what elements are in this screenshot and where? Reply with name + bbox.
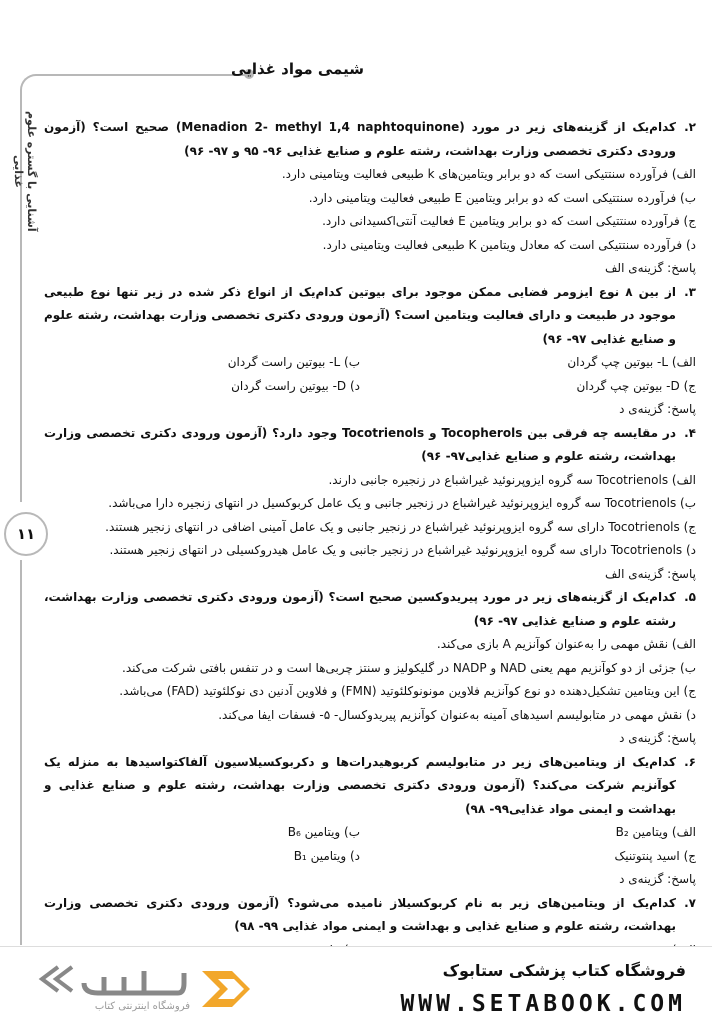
question-block: [44, 422, 696, 587]
answer-option: ب) Tocotrienols سه گروه ایزوپرنوئید غیراشباع در زنجیر جانبی و یک عامل کربوکسیل در انتهای زنجیره دارا می‌باشد.: [108, 496, 696, 510]
answer-key: پاسخ: گزینه‌ی الف: [604, 566, 696, 581]
question-block: [44, 586, 696, 751]
answer-option: ج) Tocotrienols دارای سه گروه ایزوپرنوئید غیراشباع در زنجیر جانبی و یک عامل آمینی اضافی در انتهای زنجیر هستند.: [105, 519, 696, 534]
answer-option: ب) ویتامین B₆: [287, 825, 360, 839]
answer-option: الف) ویتامین B₂: [615, 825, 696, 839]
answer-option-grid: [44, 351, 696, 398]
answer-key: پاسخ: گزینه‌ی د: [619, 872, 696, 886]
answer-option: الف) نقش مهمی را به‌عنوان کوآنزیم A بازی می‌کند.: [436, 637, 696, 651]
question-head: [44, 751, 696, 822]
question-number: ۳.: [684, 284, 696, 299]
answer-option: د) Tocotrienols دارای سه گروه ایزوپرنوئید غیراشباع در زنجیر جانبی و یک عامل هیدروکسیلی در انتهای زنجیر هستند.: [109, 543, 696, 557]
answer-key: پاسخ: گزینه‌ی د: [619, 731, 696, 745]
answer-option: الف) L- بیوتین چپ گردان: [567, 355, 696, 369]
question-head: [44, 116, 696, 163]
setabook-wordmark-icon: [38, 959, 188, 999]
question-block: [44, 281, 696, 422]
footer-banner: [0, 946, 712, 1025]
question-text: کدام‌یک از ویتامین‌های زیر در متابولیسم کربوهیدرات‌ها و دکربوکسیلاسیون آلفاکتواسیدها به منزله یک کوآنزیم شرکت می‌کند؟ (آزمون ورودی دکتری تخصصی وزارت بهداشت، رشته علوم و صنایع غذایی و بهداشت و ایمنی مواد غذایی۹۹- ۹۸): [44, 754, 676, 816]
question-number: ۶.: [684, 754, 696, 769]
answer-key: پاسخ: گزینه‌ی الف: [604, 261, 696, 275]
store-name: فروشگاه کتاب پزشکی ستابوک: [442, 961, 686, 980]
answer-option-grid: [44, 821, 696, 868]
side-running-title: آشنایی با گستره علوم غذایی: [12, 110, 38, 232]
answer-option: ج) این ویتامین تشکیل‌دهنده دو نوع کوآنزیم فلاوین مونونوکلئوتید (FMN) و فلاوین آدنین دی نوکلئوتید (FAD) می‌باشد.: [119, 684, 696, 698]
question-text: در مقایسه چه فرقی بین Tocopherols و Tocotrienols وجود دارد؟ (آزمون ورودی دکتری تخصصی وزارت بهداشت، رشته علوم و صنایع غذایی۹۷- ۹۶): [44, 425, 676, 463]
question-number: ۵.: [684, 590, 696, 604]
answer-option: د) ویتامین B₁: [293, 848, 360, 863]
question-number: ۷.: [684, 895, 696, 910]
question-head: [44, 281, 696, 352]
answer-option: الف) فرآورده سنتتیکی است که دو برابر ویتامین‌های k طبیعی فعالیت ویتامینی دارد.: [281, 167, 696, 181]
setabook-logo-icon: [198, 967, 262, 1011]
answer-option: ج) D- بیوتین چپ گردان: [576, 378, 696, 393]
answer-option: ب) جزئی از دو کوآنزیم مهم یعنی NAD و NADP در گلیکولیز و سنتز چربی‌ها است و در تنفس بافتی شرکت می‌کند.: [122, 660, 696, 675]
answer-option: د) نقش مهمی در متابولیسم اسیدهای آمینه به‌عنوان کوآنزیم پیریدوکسال- ۵- فسفات ایفا می‌کند.: [218, 707, 696, 722]
answer-option: د) فرآورده سنتتیکی است که معادل ویتامین K طبیعی فعالیت ویتامینی دارد.: [322, 237, 696, 252]
answer-option: ج) اسید پنتوتنیک: [614, 848, 696, 863]
question-block: [44, 751, 696, 892]
store-url[interactable]: WWW.SETABOOK.COM: [400, 991, 686, 1017]
question-number: ۴.: [684, 425, 696, 440]
questions-body: [44, 116, 696, 946]
question-head: [44, 586, 696, 633]
question-number: ۲.: [684, 120, 696, 134]
answer-option: د) D- بیوتین راست گردان: [231, 378, 360, 393]
question-text: از بین ۸ نوع ایزومر فضایی ممکن موجود برای بیوتین کدام‌یک از انواع ذکر شده در زیر تنها نوع طبیعی موجود در طبیعت و دارای فعالیت ویتامین است؟ (آزمون ورودی دکتری تخصصی وزارت بهداشت، رشته علوم و صنایع غذایی ۹۷- ۹۶): [44, 284, 676, 346]
answer-option: ب) فرآورده سنتتیکی است که دو برابر ویتامین E طبیعی فعالیت ویتامینی دارد.: [308, 190, 696, 205]
frame-top-line: [36, 74, 246, 76]
frame-left-line-lower: [20, 560, 22, 945]
question-head: [44, 422, 696, 469]
question-block: [44, 116, 696, 281]
question-text: کدام‌یک از ویتامین‌های زیر به نام کربوکسیلاز نامیده می‌شود؟ (آزمون ورودی دکتری تخصصی وزارت بهداشت، رشته علوم و صنایع غذایی و بهداشت و ایمنی مواد غذایی ۹۹- ۹۸): [44, 895, 676, 933]
answer-option: ج) فرآورده سنتتیکی است که دو برابر ویتامین E فعالیت آنتی‌اکسیدانی دارد.: [322, 214, 696, 228]
page-number: ۱۱: [4, 512, 48, 556]
logo-subtitle: فروشگاه اینترنتی کتاب: [94, 1001, 190, 1012]
answer-option: ب) L- بیوتین راست گردان: [227, 355, 360, 369]
answer-option: الف) Tocotrienols سه گروه ایزوپرنوئید غیراشباع در زنجیره جانبی دارند.: [328, 472, 696, 487]
question-head: [44, 892, 696, 939]
frame-corner: [20, 74, 40, 94]
question-text: کدام‌یک از گزینه‌های زیر در مورد (Menadion 2- methyl 1,4 naphtoquinone) صحیح است؟ (آزمون ورودی دکتری تخصصی وزارت بهداشت، رشته علوم و صنایع غذایی ۹۶- ۹۵ و ۹۷- ۹۶): [44, 120, 676, 158]
chapter-title: شیمی مواد غذایی: [231, 60, 364, 78]
question-text: کدام‌یک از گزینه‌های زیر در مورد پیریدوکسین صحیح است؟ (آزمون ورودی دکتری تخصصی وزارت بهداشت، رشته علوم و صنایع غذایی ۹۷- ۹۶): [44, 590, 676, 628]
answer-key: پاسخ: گزینه‌ی د: [619, 402, 696, 416]
